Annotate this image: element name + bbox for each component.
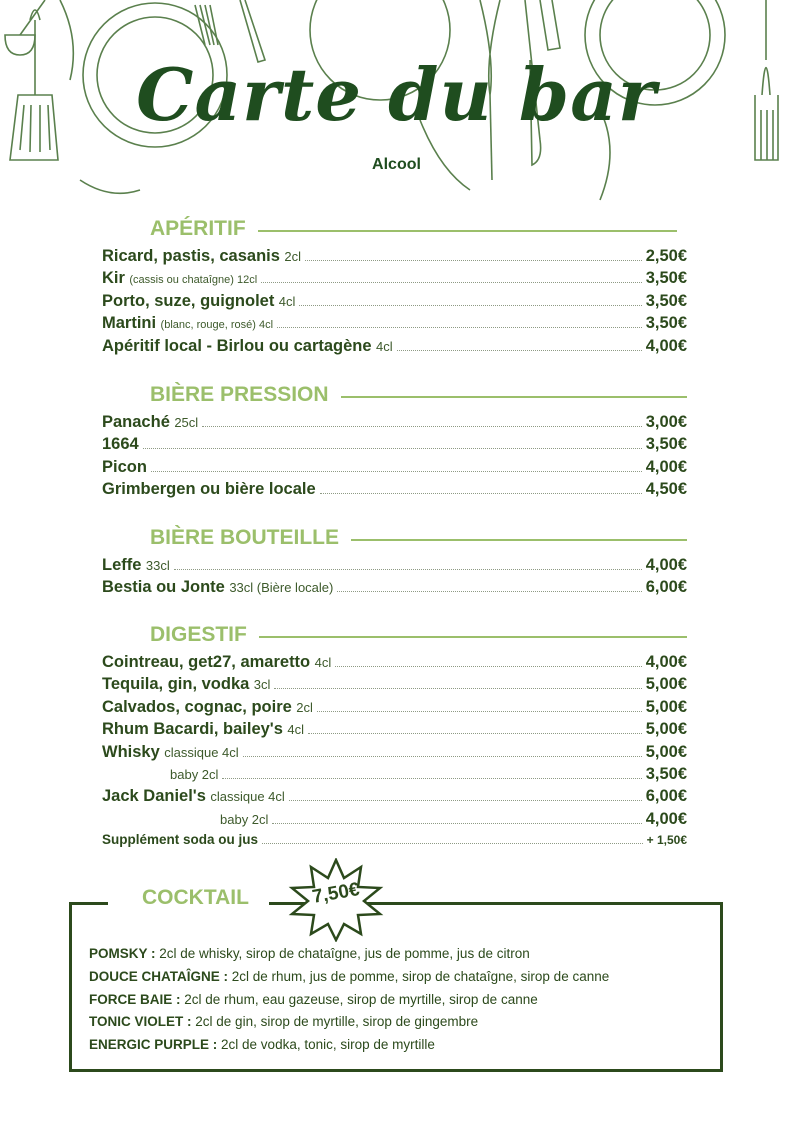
item-name: Bestia ou Jonte <box>102 578 225 597</box>
item-price: 3,50€ <box>645 269 687 288</box>
dot-leader <box>143 448 642 449</box>
cocktail-desc: 2cl de rhum, jus de pomme, sirop de chataîgne, sirop de canne <box>231 968 610 984</box>
cocktail-price: 7,50€ <box>310 879 362 908</box>
menu-item <box>102 435 687 457</box>
item-name: Tequila, gin, vodka <box>102 675 250 694</box>
cocktail-list <box>89 943 709 1057</box>
item-price: 5,00€ <box>645 697 687 716</box>
item-name: Calvados, cognac, poire <box>102 697 292 716</box>
menu-item <box>102 675 687 697</box>
cocktail-desc: 2cl de gin, sirop de myrtille, sirop de gingembre <box>195 1014 479 1030</box>
page-subtitle: Alcool <box>372 156 421 173</box>
menu-item <box>102 787 687 809</box>
cocktail-name: FORCE BAIE : <box>89 991 181 1007</box>
item-name: Picon <box>102 457 147 476</box>
item-price: 4,00€ <box>645 653 687 671</box>
item-note: 25cl <box>174 415 199 430</box>
dot-leader <box>337 591 641 592</box>
menu-item <box>102 247 687 269</box>
item-name: 1664 <box>102 435 139 454</box>
item-price: 4,00€ <box>645 336 687 355</box>
menu-item <box>102 698 687 720</box>
dot-leader <box>308 733 642 734</box>
section-header <box>102 383 687 413</box>
menu-item <box>102 337 687 359</box>
section-header <box>102 217 687 247</box>
item-name: Kir <box>102 269 125 288</box>
dot-leader <box>335 666 641 667</box>
item-price: 3,50€ <box>645 435 687 454</box>
item-price: 3,50€ <box>645 291 687 310</box>
item-price: 6,00€ <box>645 578 687 597</box>
item-note: 3cl <box>253 677 271 693</box>
item-price: 3,50€ <box>645 314 687 333</box>
item-name: Jack Daniel's <box>102 787 206 806</box>
item-price: 4,00€ <box>645 457 687 476</box>
section-title: BIÈRE PRESSION <box>150 383 341 407</box>
item-name: Cointreau, get27, amaretto <box>102 653 311 671</box>
cocktail-name: TONIC VIOLET : <box>89 1014 192 1030</box>
dot-leader <box>289 800 642 801</box>
cocktail-item <box>89 989 709 1012</box>
item-name: Whisky <box>102 742 160 761</box>
cocktail-name: ENERGIC PURPLE : <box>89 1037 218 1053</box>
dot-leader <box>320 493 642 494</box>
item-price: 5,00€ <box>645 675 687 694</box>
item-name: Supplément soda ou jus <box>102 832 259 848</box>
cocktail-item <box>89 943 709 966</box>
menu-item <box>102 413 687 435</box>
section-aperitif <box>102 217 687 359</box>
item-name: Rhum Bacardi, bailey's <box>102 720 283 739</box>
menu-item <box>102 743 687 765</box>
item-name: Ricard, pastis, casanis <box>102 247 280 265</box>
page-title: Carte du bar <box>136 52 657 137</box>
dot-leader <box>222 778 641 779</box>
cocktail-desc: 2cl de vodka, tonic, sirop de myrtille <box>221 1037 435 1053</box>
dot-leader <box>317 711 642 712</box>
item-note: classique 4cl <box>210 789 285 805</box>
menu-item <box>102 314 687 336</box>
section-header <box>102 623 687 653</box>
dot-leader <box>299 305 641 306</box>
section-title: COCKTAIL <box>108 886 269 910</box>
item-price: 6,00€ <box>645 787 687 806</box>
section-biere-bouteille <box>102 526 687 601</box>
item-price: 3,00€ <box>645 413 687 431</box>
item-name: Porto, suze, guignolet <box>102 291 275 310</box>
section-title: BIÈRE BOUTEILLE <box>150 526 351 550</box>
item-note: 4cl <box>278 293 296 309</box>
dot-leader <box>272 823 641 824</box>
cocktail-desc: 2cl de rhum, eau gazeuse, sirop de myrtille, sirop de canne <box>184 991 538 1007</box>
section-title: APÉRITIF <box>150 217 258 241</box>
menu-item <box>102 653 687 675</box>
item-name: Apéritif local - Birlou ou cartagène <box>102 336 372 355</box>
section-digestif <box>102 623 687 855</box>
item-price: 5,00€ <box>645 720 687 739</box>
section-header <box>102 526 687 556</box>
item-note: 33cl <box>145 558 170 573</box>
item-note: baby 2cl <box>220 811 269 827</box>
item-note: (blanc, rouge, rosé) 4cl <box>160 319 274 332</box>
item-price: 4,00€ <box>645 809 687 828</box>
item-note: (cassis ou chataîgne) 12cl <box>129 274 258 287</box>
dot-leader <box>397 350 642 351</box>
item-price: 4,00€ <box>645 556 687 574</box>
item-price: 3,50€ <box>645 764 687 783</box>
item-note: 2cl <box>296 699 313 715</box>
menu-item <box>102 578 687 600</box>
item-note: baby 2cl <box>170 766 219 782</box>
cocktail-item <box>89 1034 709 1057</box>
cocktail-desc: 2cl de whisky, sirop de chataîgne, jus de pomme, jus de citron <box>159 946 530 961</box>
dot-leader <box>274 688 641 689</box>
cocktail-name: POMSKY : <box>89 946 156 961</box>
menu-item <box>102 832 687 854</box>
dot-leader <box>261 282 642 283</box>
cocktail-item <box>89 966 709 989</box>
item-price: 5,00€ <box>645 742 687 761</box>
item-note: 33cl (Bière locale) <box>229 580 334 596</box>
dot-leader <box>174 569 642 570</box>
menu-item <box>102 720 687 742</box>
item-price: 4,50€ <box>645 480 687 499</box>
dot-leader <box>277 327 642 328</box>
item-name: Martini <box>102 314 157 333</box>
item-price: + 1,50€ <box>646 833 687 848</box>
item-note: 4cl <box>314 655 332 670</box>
item-note: 4cl <box>287 722 304 738</box>
menu-item <box>102 292 687 314</box>
dot-leader <box>262 843 643 844</box>
cocktail-name: DOUCE CHATAÎGNE : <box>89 968 228 984</box>
item-name: Panaché <box>102 413 170 431</box>
item-name: Leffe <box>102 556 142 574</box>
menu-item <box>102 458 687 480</box>
section-title: DIGESTIF <box>150 623 259 647</box>
item-price: 2,50€ <box>645 247 687 265</box>
item-note: 4cl <box>376 338 393 354</box>
cocktail-item <box>89 1011 709 1034</box>
dot-leader <box>202 426 642 427</box>
dot-leader <box>151 471 642 472</box>
dot-leader <box>243 756 642 757</box>
item-note: 2cl <box>284 249 302 264</box>
menu-item <box>102 810 687 832</box>
menu-item <box>102 765 687 787</box>
menu-item <box>102 480 687 502</box>
section-biere-pression <box>102 383 687 503</box>
menu-item <box>102 556 687 578</box>
menu-item <box>102 269 687 291</box>
item-note: classique 4cl <box>164 744 239 760</box>
dot-leader <box>305 260 642 261</box>
item-name: Grimbergen ou bière locale <box>102 480 316 499</box>
